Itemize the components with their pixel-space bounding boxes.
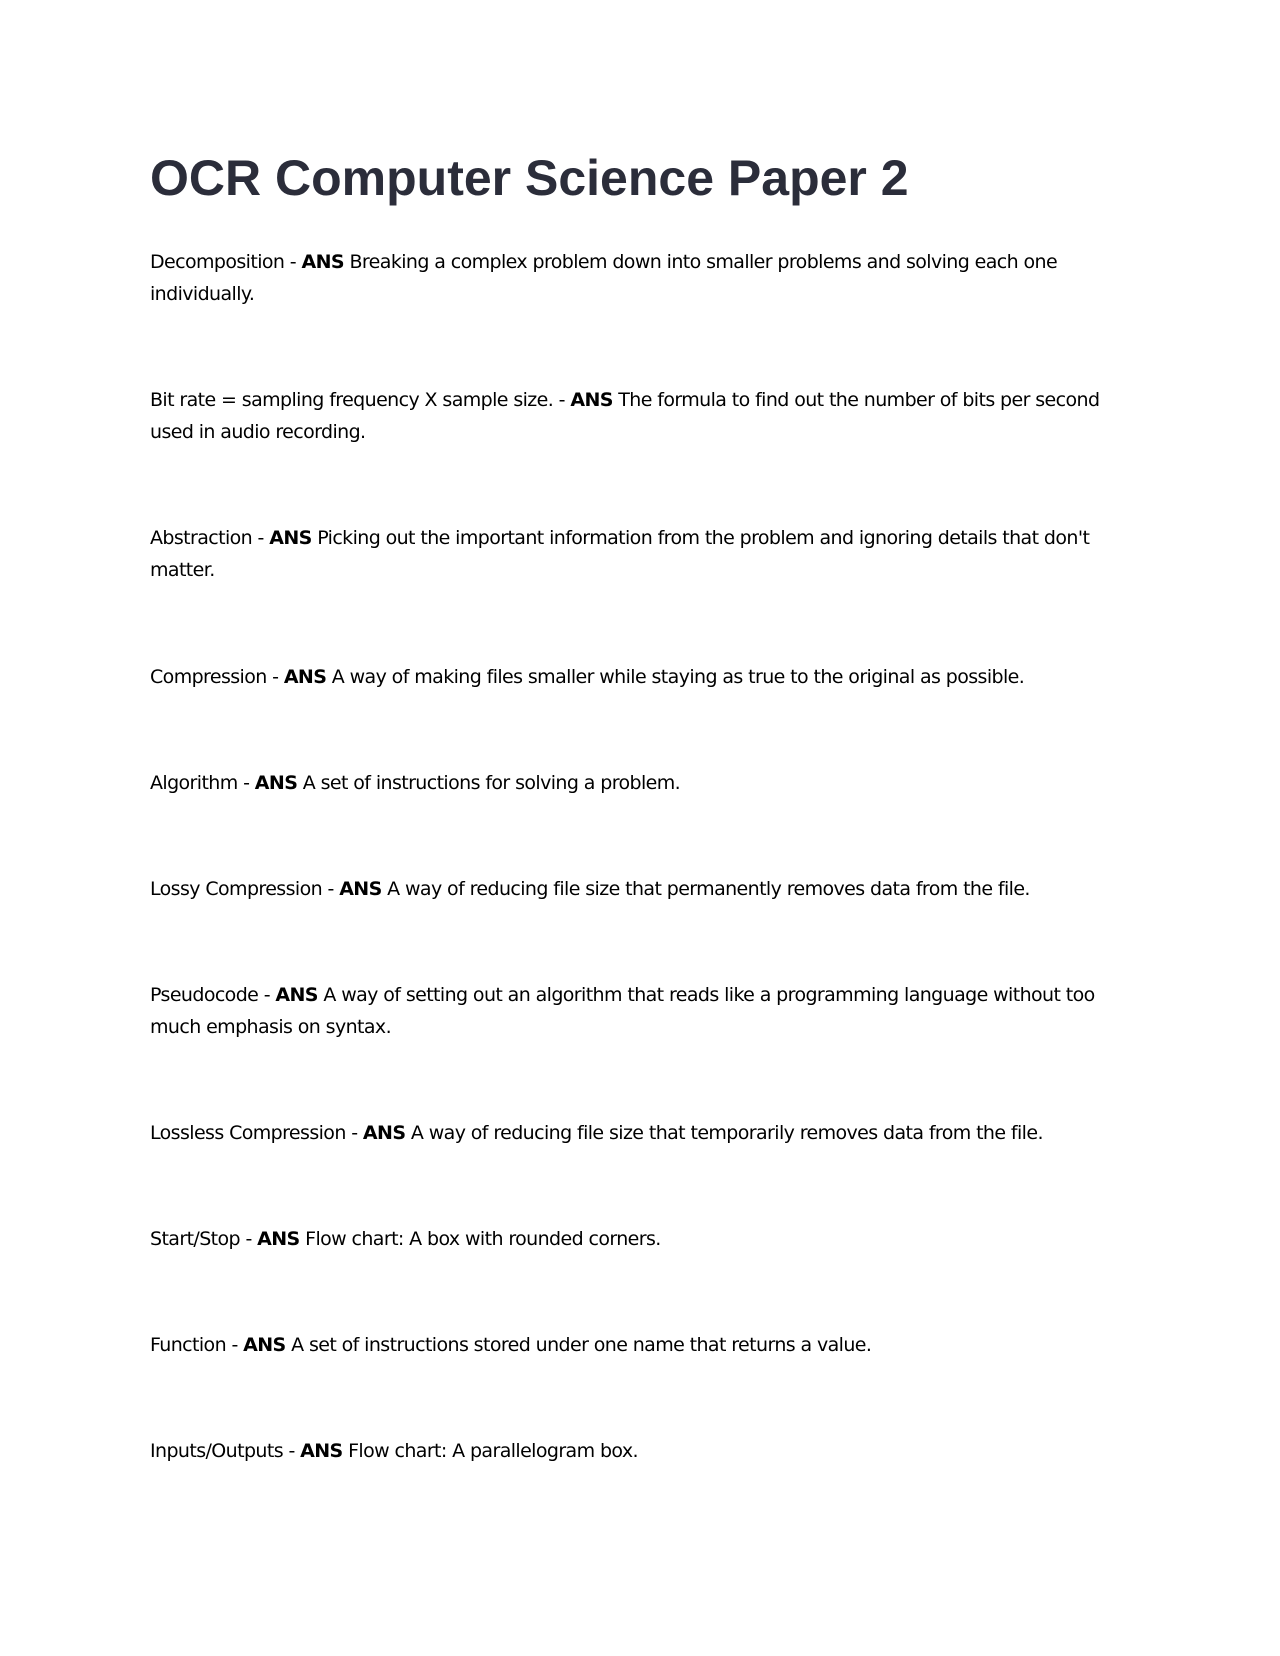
entry-lossless-compression — [150, 1117, 1135, 1149]
document-title: OCR Computer Science Paper 2 — [150, 150, 909, 206]
document-page — [150, 0, 1140, 1656]
entry-answer: The formula to find out the number of bits per second used in audio recording. — [150, 389, 1100, 443]
ans-label: ANS — [283, 666, 327, 688]
entry-answer: A way of reducing file size that permanently removes data from the file. — [387, 878, 1030, 900]
ans-label: ANS — [339, 878, 382, 900]
entry-answer: A way of setting out an algorithm that reads like a programming language without too much emphasis on syntax. — [150, 984, 1095, 1038]
entry-term: Start/Stop — [150, 1228, 241, 1250]
entry-term: Pseudocode — [150, 984, 259, 1006]
entry-answer: A way of reducing file size that temporarily removes data from the file. — [410, 1122, 1043, 1144]
entry-separator: - — [283, 1440, 301, 1462]
ans-label: ANS — [254, 772, 298, 794]
entry-separator: - — [266, 666, 284, 688]
entry-answer: Picking out the important information from the problem and ignoring details that don't matter. — [150, 527, 1090, 581]
entry-abstraction — [150, 522, 1135, 586]
entry-term: Lossless Compression — [150, 1122, 346, 1144]
ans-label: ANS — [257, 1228, 300, 1250]
entry-term: Decomposition — [150, 251, 285, 273]
entry-term: Bit rate = sampling frequency X sample size. — [150, 389, 554, 411]
entry-compression — [150, 661, 1135, 693]
entry-answer: A way of making files smaller while staying as true to the original as possible. — [331, 666, 1025, 688]
entry-separator: - — [284, 251, 302, 273]
entry-start-stop — [150, 1223, 1135, 1255]
entry-pseudocode — [150, 979, 1135, 1043]
entry-answer: A set of instructions for solving a problem. — [302, 772, 681, 794]
ans-label: ANS — [570, 389, 613, 411]
entry-separator: - — [258, 984, 276, 1006]
entry-term: Function — [150, 1334, 227, 1356]
entry-term: Lossy Compression — [150, 878, 323, 900]
entry-lossy-compression — [150, 873, 1135, 905]
entry-separator: - — [553, 389, 571, 411]
ans-label: ANS — [275, 984, 318, 1006]
entry-separator: - — [226, 1334, 244, 1356]
entry-separator: - — [237, 772, 255, 794]
entry-decomposition — [150, 246, 1135, 310]
ans-label: ANS — [362, 1122, 406, 1144]
entry-inputs-outputs — [150, 1435, 1135, 1467]
ans-label: ANS — [300, 1440, 343, 1462]
entry-term: Inputs/Outputs — [150, 1440, 283, 1462]
entry-answer: Flow chart: A parallelogram box. — [348, 1440, 638, 1462]
ans-label: ANS — [301, 251, 344, 273]
entry-answer: Flow chart: A box with rounded corners. — [305, 1228, 661, 1250]
entry-bit-rate — [150, 384, 1135, 448]
entry-algorithm — [150, 767, 1135, 799]
entry-answer: A set of instructions stored under one name that returns a value. — [291, 1334, 872, 1356]
entry-answer: Breaking a complex problem down into smaller problems and solving each one individually. — [150, 251, 1058, 305]
entry-term: Abstraction — [150, 527, 253, 549]
ans-label: ANS — [269, 527, 312, 549]
entry-function — [150, 1329, 1135, 1361]
entry-term: Compression — [150, 666, 267, 688]
ans-label: ANS — [243, 1334, 286, 1356]
entry-separator: - — [345, 1122, 363, 1144]
entry-separator: - — [240, 1228, 258, 1250]
entry-separator: - — [322, 878, 340, 900]
entry-term: Algorithm — [150, 772, 238, 794]
entry-separator: - — [252, 527, 270, 549]
